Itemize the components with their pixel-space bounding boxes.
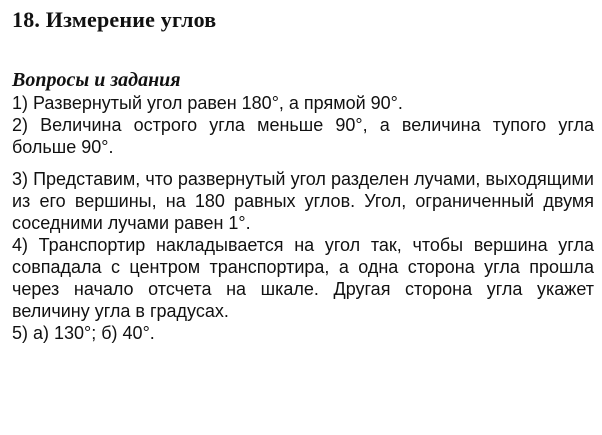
answer-2: 2) Величина острого угла меньше 90°, а величина тупого угла больше 90°. [12, 115, 594, 157]
section-heading: 18. Измерение углов [12, 7, 217, 32]
page [12, 6, 594, 344]
section-subheading: Вопросы и задания [12, 69, 181, 91]
answer-4: 4) Транспортир накладывается на угол так, чтобы вершина угла совпадала с центром транспортира, а одна сторона угла прошла через начало отсчета на шкале. Другая сторона угла укажет величину угла в градусах. [12, 235, 594, 321]
answer-5: 5) а) 130°; б) 40°. [12, 323, 155, 343]
answer-3: 3) Представим, что развернутый угол разделен лучами, выходящими из его вершины, на 180 равных углов. Угол, ограниченный двумя соседними лучами равен 1°. [12, 169, 594, 233]
answer-1: 1) Развернутый угол равен 180°, а прямой 90°. [12, 93, 403, 113]
